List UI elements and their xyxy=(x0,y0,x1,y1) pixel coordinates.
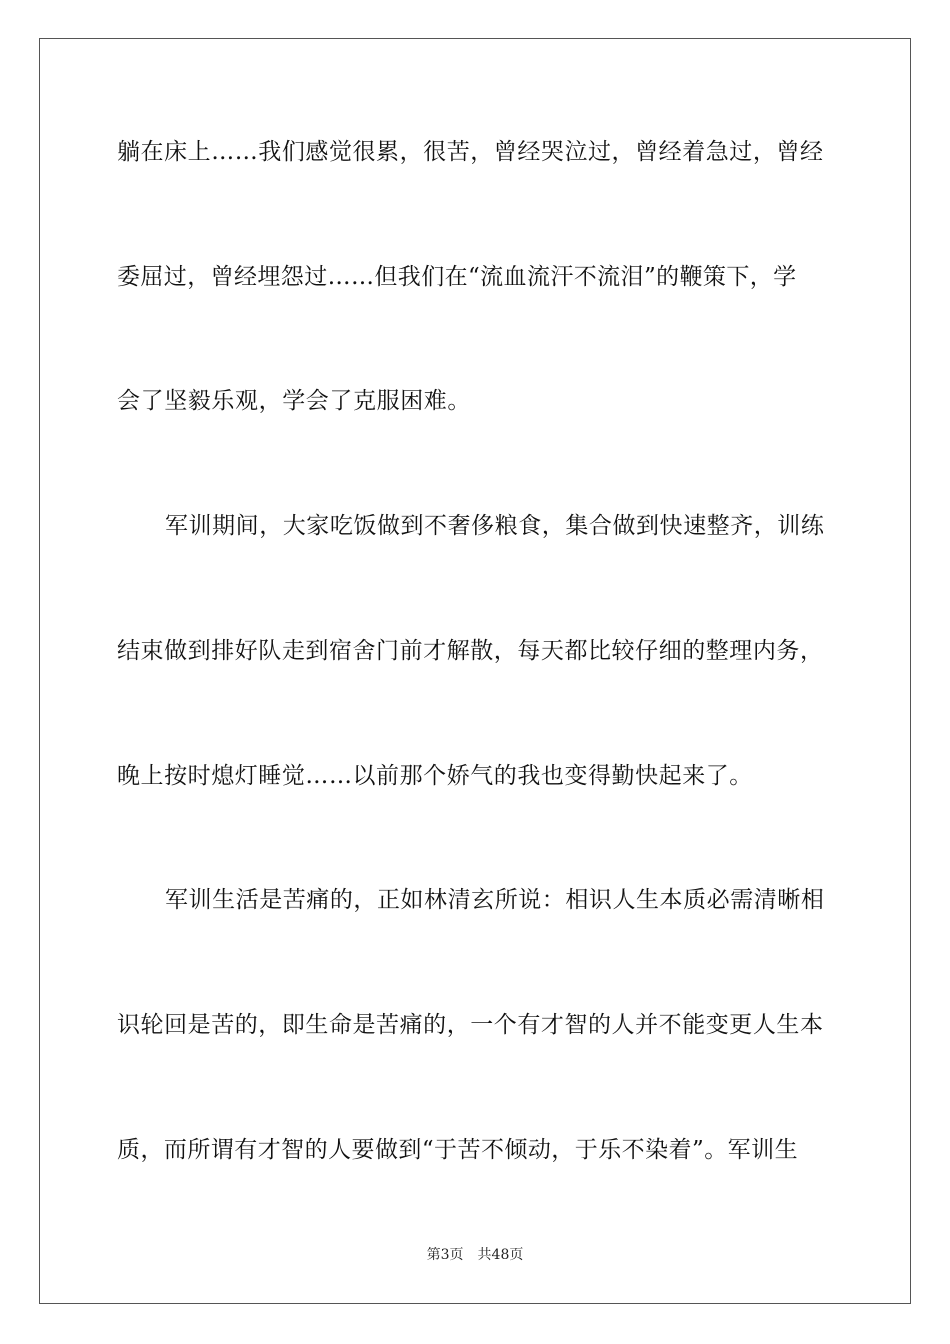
paragraph-start-line: 军训生活是苦痛的，正如林清玄所说：相识人生本质必需清晰相 xyxy=(165,887,825,913)
text-line: 会了坚毅乐观，学会了克服困难。 xyxy=(117,388,471,414)
text-line: 识轮回是苦的，即生命是苦痛的，一个有才智的人并不能变更人生本 xyxy=(117,1012,824,1038)
text-line: 质，而所谓有才智的人要做到“于苦不倾动，于乐不染着”。军训生 xyxy=(117,1137,799,1163)
page-footer xyxy=(0,1245,950,1265)
text-line: 躺在床上……我们感觉很累，很苦，曾经哭泣过，曾经着急过，曾经 xyxy=(117,139,824,165)
page-border xyxy=(39,38,911,1304)
text-line: 晚上按时熄灯睡觉……以前那个娇气的我也变得勤快起来了。 xyxy=(117,763,753,789)
text-line: 委屈过，曾经埋怨过……但我们在“流血流汗不流泪”的鞭策下，学 xyxy=(117,264,797,290)
page-number: 第3页 xyxy=(426,1247,464,1263)
text-line: 结束做到排好队走到宿舍门前才解散，每天都比较仔细的整理内务， xyxy=(117,638,824,664)
page-total: 共48页 xyxy=(477,1247,524,1263)
paragraph-start-line: 军训期间，大家吃饭做到不奢侈粮食，集合做到快速整齐，训练 xyxy=(165,513,825,539)
